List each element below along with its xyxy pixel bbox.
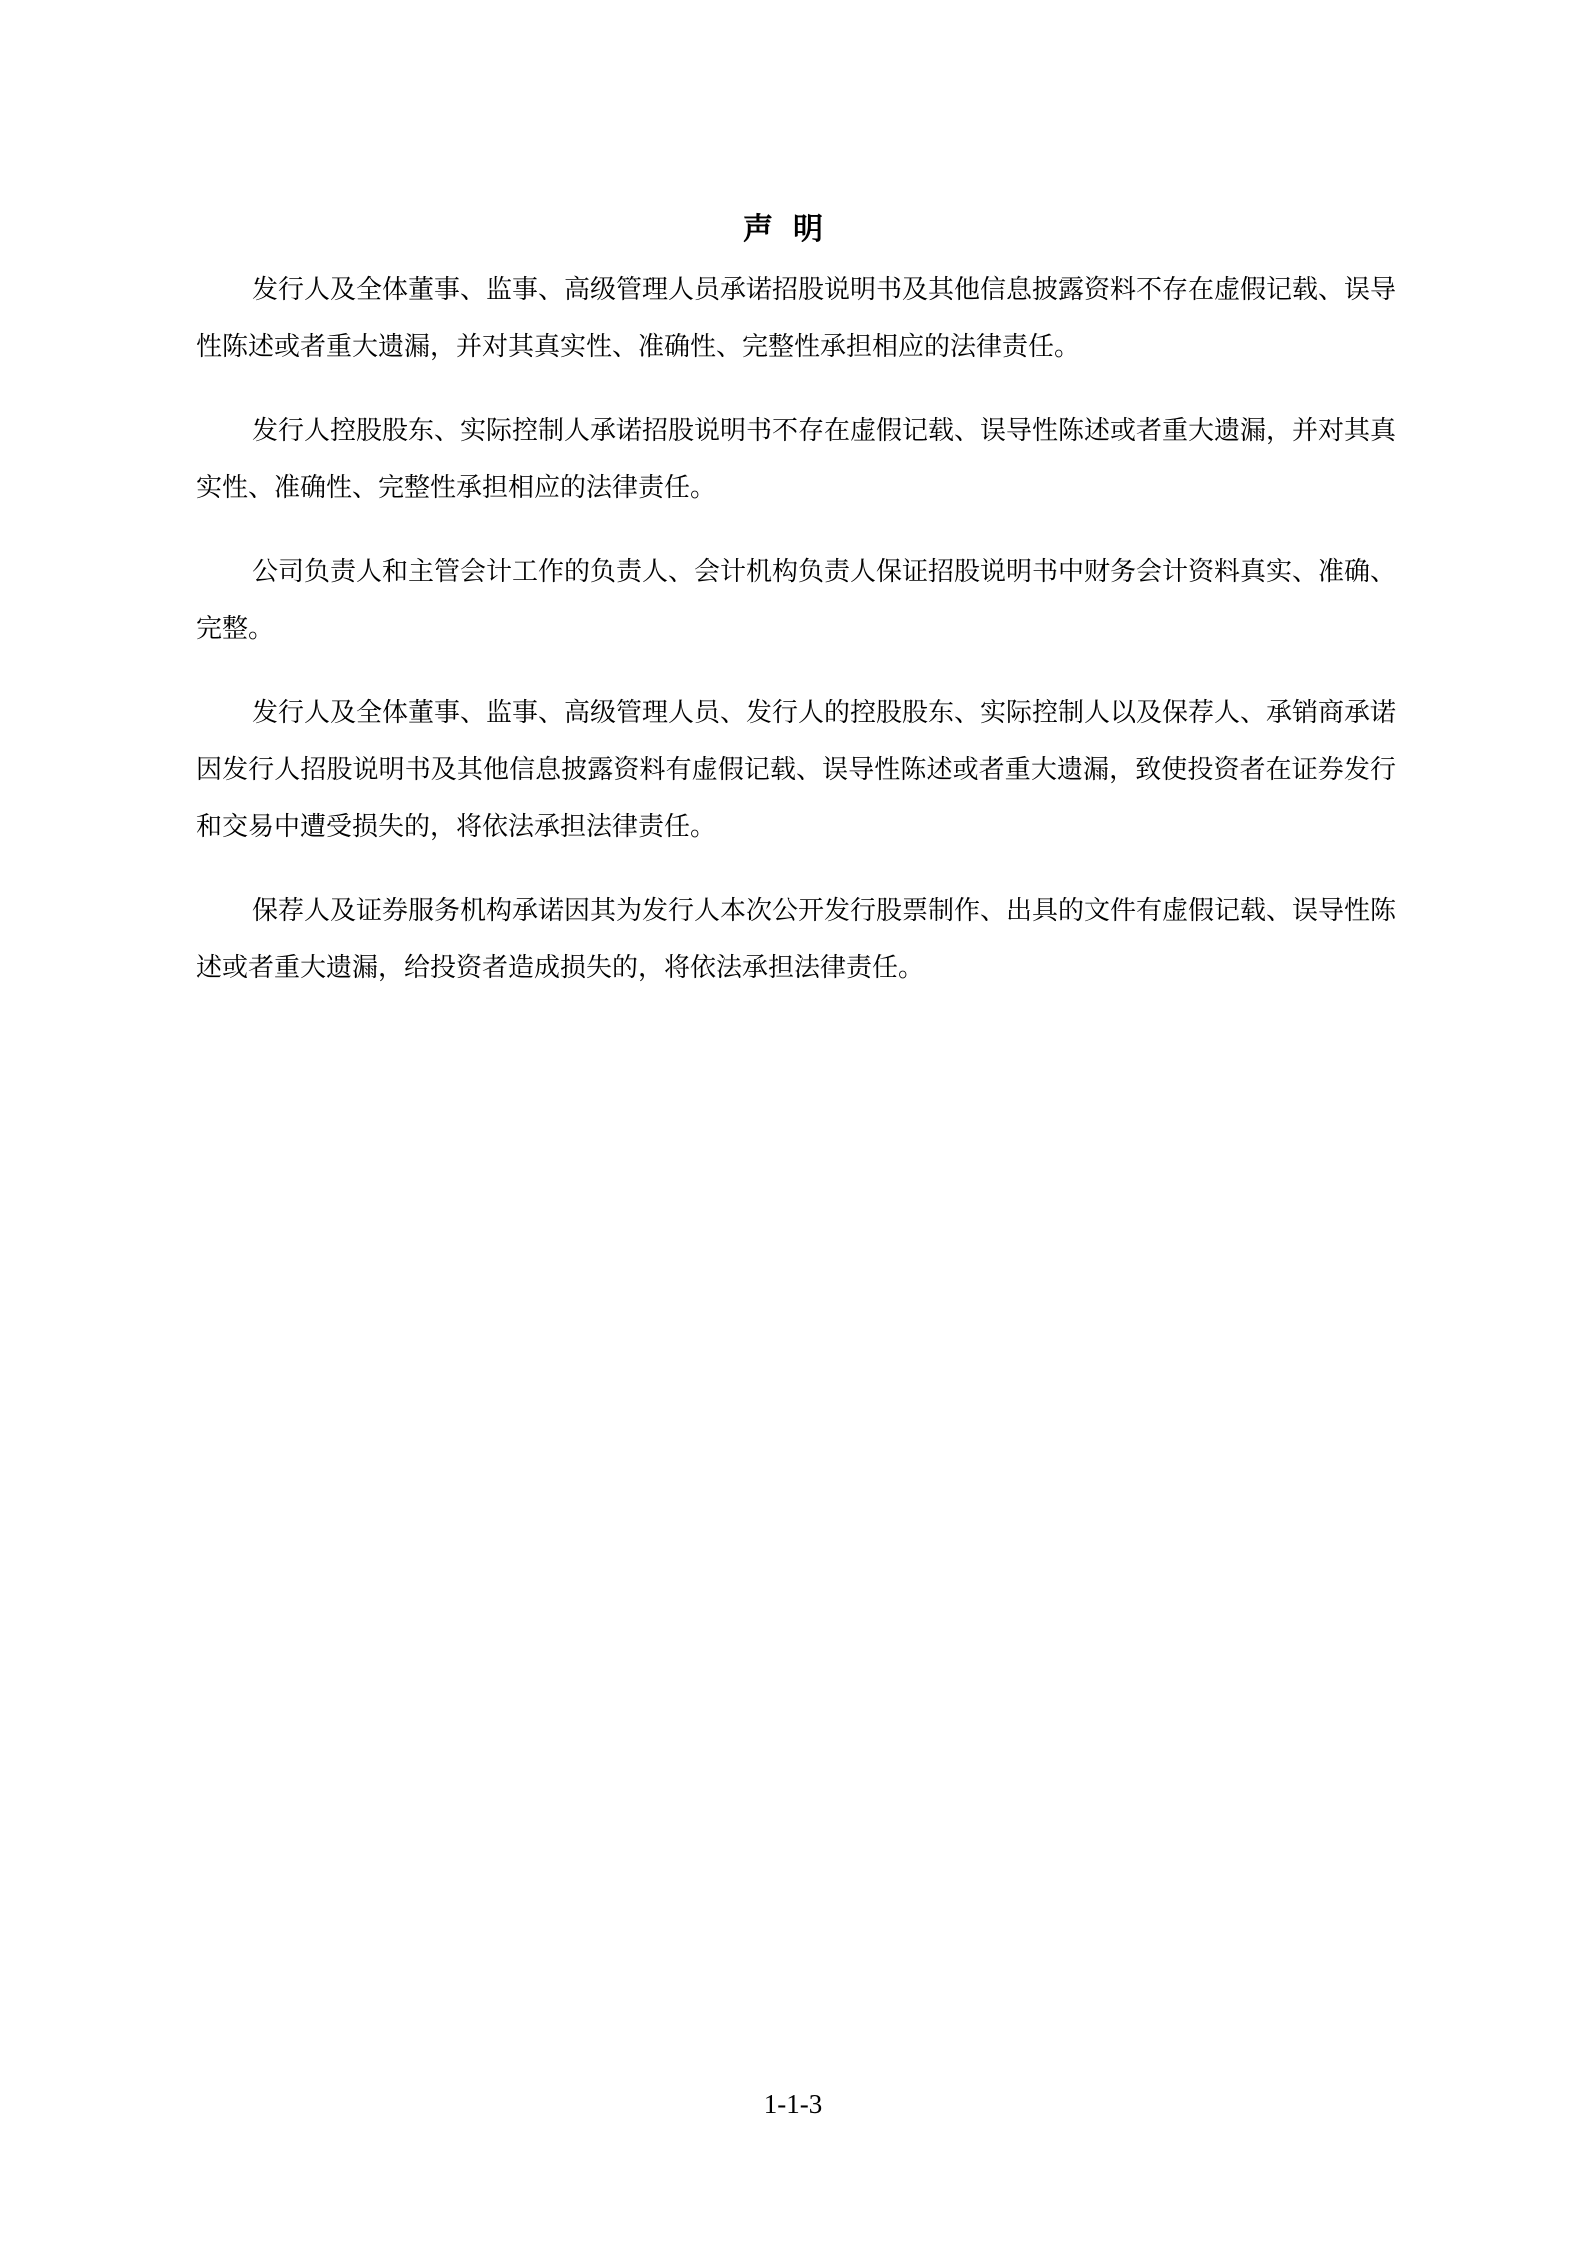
- paragraph-4: 发行人及全体董事、监事、高级管理人员、发行人的控股股东、实际控制人以及保荐人、承销商承诺因发行人招股说明书及其他信息披露资料有虚假记载、误导性陈述或者重大遗漏，致使投资者在证券发行和交易中遭受损失的，将依法承担法律责任。: [196, 698, 1397, 842]
- paragraph-1: 发行人及全体董事、监事、高级管理人员承诺招股说明书及其他信息披露资料不存在虚假记载、误导性陈述或者重大遗漏，并对其真实性、准确性、完整性承担相应的法律责任。: [196, 275, 1397, 362]
- page-title: 声明: [743, 212, 843, 248]
- paragraph-5: 保荐人及证券服务机构承诺因其为发行人本次公开发行股票制作、出具的文件有虚假记载、误导性陈述或者重大遗漏，给投资者造成损失的，将依法承担法律责任。: [196, 896, 1397, 983]
- declaration-body: [196, 262, 1396, 1024]
- paragraph-3: 公司负责人和主管会计工作的负责人、会计机构负责人保证招股说明书中财务会计资料真实、准确、完整。: [196, 557, 1397, 644]
- page-number: 1-1-3: [763, 2089, 823, 2119]
- paragraph-2: 发行人控股股东、实际控制人承诺招股说明书不存在虚假记载、误导性陈述或者重大遗漏，并对其真实性、准确性、完整性承担相应的法律责任。: [196, 416, 1397, 503]
